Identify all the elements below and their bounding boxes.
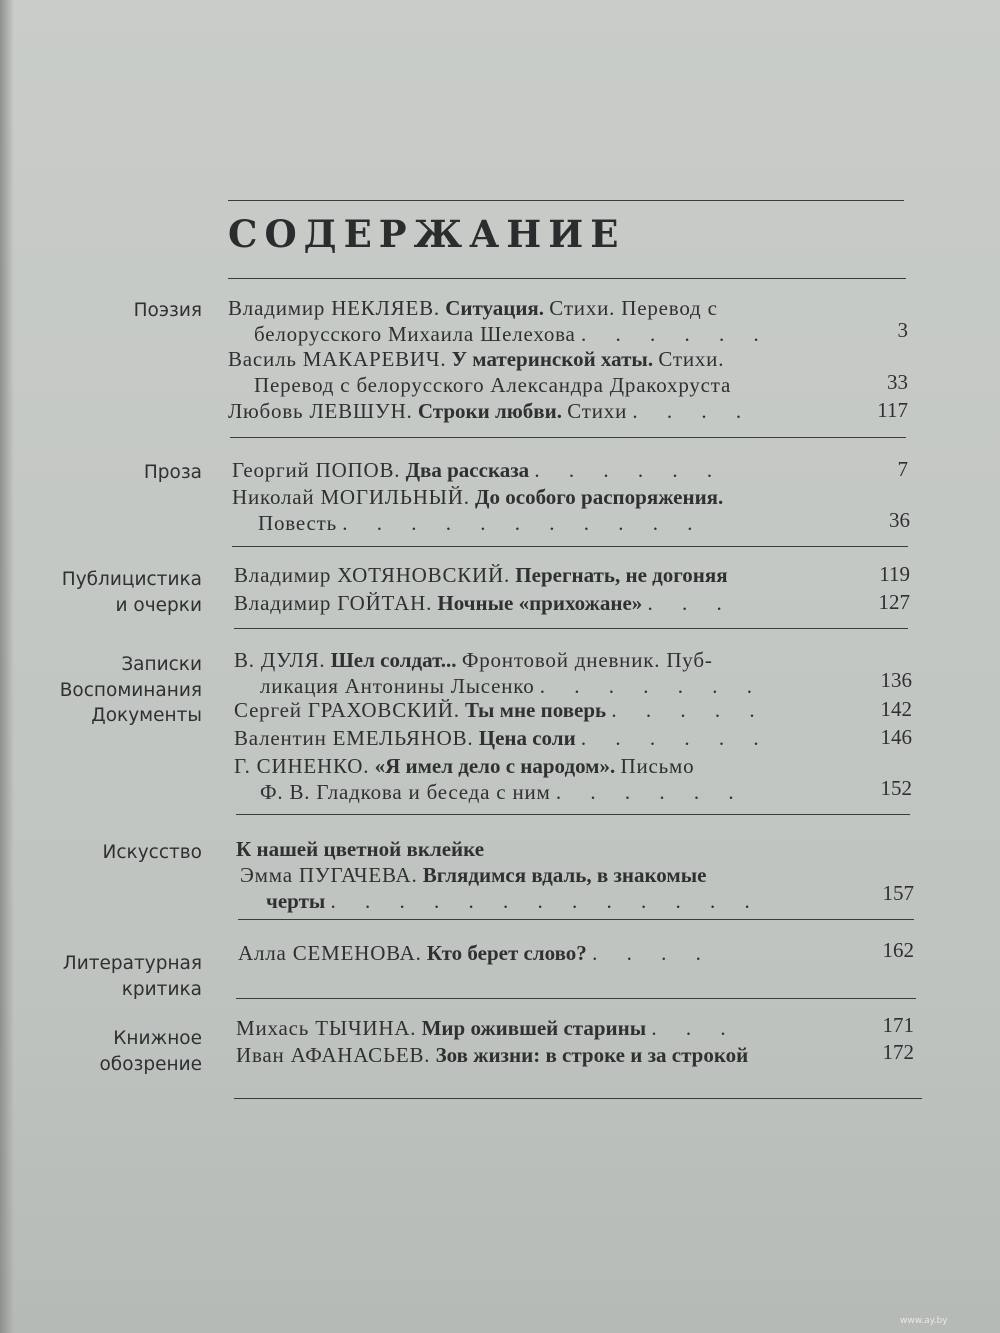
section-label-prose: Проза	[143, 462, 202, 483]
toc-entry-levsh[interactable]: Любовь ЛЕВШУН. Строки любви. Стихи . . . .	[228, 399, 754, 423]
toc-entry-afan[interactable]: Иван АФАНАСЬЕВ. Зов жизни: в строке и за строкой	[236, 1043, 749, 1067]
toc-entry-semen[interactable]: Алла СЕМЕНОВА. Кто берет слово? . . . .	[238, 941, 713, 965]
page-number: 3	[897, 318, 908, 342]
page-number: 36	[889, 508, 910, 532]
section-label-critique: Литературная критика	[62, 953, 202, 1000]
section-label-review: Книжное обозрение	[99, 1028, 202, 1075]
toc-entry-makar[interactable]: Василь МАКАРЕВИЧ. У материнской хаты. Стихи. Перевод с белорусского Александра Дракохруста	[228, 347, 732, 397]
bottom-rule	[234, 1098, 922, 1099]
toc-entry-emel[interactable]: Валентин ЕМЕЛЬЯНОВ. Цена соли . . . . . .	[234, 726, 771, 750]
page-number: 136	[880, 668, 912, 692]
toc-entry-vkleyka[interactable]: К нашей цветной вклейке	[236, 837, 485, 861]
page-number: 162	[882, 938, 914, 962]
title-rule	[228, 278, 906, 279]
page-edge-shadow	[0, 0, 14, 1333]
toc-entry-sinen[interactable]: Г. СИНЕНКО. «Я имел дело с народом». Письмо Ф. В. Гладкова и беседа с ним . . . . . .	[234, 754, 746, 804]
page-number: 127	[878, 590, 910, 614]
toc-entry-tych[interactable]: Михась ТЫЧИНА. Мир ожившей старины . . .	[236, 1016, 738, 1040]
toc-entry-goyt[interactable]: Владимир ГОЙТАН. Ночные «прихожане» . . .	[234, 591, 734, 615]
page-number: 117	[877, 398, 908, 422]
section-label-art: Искусство	[102, 842, 202, 863]
toc-entry-grakh[interactable]: Сергей ГРАХОВСКИЙ. Ты мне поверь . . . . .	[234, 698, 767, 722]
page-number: 152	[880, 776, 912, 800]
page-number: 33	[887, 370, 908, 394]
page-number: 172	[882, 1040, 914, 1064]
section-label-notes: Записки Воспоминания Документы	[59, 654, 202, 726]
page-number: 171	[882, 1013, 914, 1037]
section-divider	[230, 437, 906, 438]
page-number: 157	[882, 881, 914, 905]
toc-entry-pugach[interactable]: Эмма ПУГАЧЕВА. Вглядимся вдаль, в знакомые черты . . . . . . . . . . . . .	[240, 863, 762, 913]
section-label-poetry: Поэзия	[133, 300, 202, 321]
section-divider	[232, 546, 908, 547]
toc-entry-popov[interactable]: Георгий ПОПОВ. Два рассказа . . . . . .	[232, 458, 725, 482]
toc-entry-nekl[interactable]: Владимир НЕКЛЯЕВ. Ситуация. Стихи. Перевод с белорусского Михаила Шелехова . . . . . .	[228, 296, 771, 346]
page-number: 142	[880, 697, 912, 721]
toc-entry-mogil[interactable]: Николай МОГИЛЬНЫЙ. До особого распоряжения. Повесть . . . . . . . . . . .	[232, 485, 724, 535]
section-divider	[236, 814, 910, 815]
page-title: СОДЕРЖАНИЕ	[228, 212, 626, 256]
section-divider	[238, 919, 914, 920]
page-number: 146	[880, 725, 912, 749]
page-number: 119	[879, 562, 910, 586]
page-number: 7	[897, 457, 908, 481]
toc-entry-khot[interactable]: Владимир ХОТЯНОВСКИЙ. Перегнать, не догоняя	[234, 563, 728, 587]
toc-entry-dulya[interactable]: В. ДУЛЯ. Шел солдат... Фронтовой дневник. Пуб- ликация Антонины Лысенко . . . . . . .	[234, 648, 765, 698]
section-divider	[236, 998, 916, 999]
watermark: www.ay.by	[900, 1316, 948, 1326]
section-divider	[234, 628, 908, 629]
top-rule	[228, 200, 904, 201]
section-label-publicism: Публицистика и очерки	[61, 569, 202, 616]
